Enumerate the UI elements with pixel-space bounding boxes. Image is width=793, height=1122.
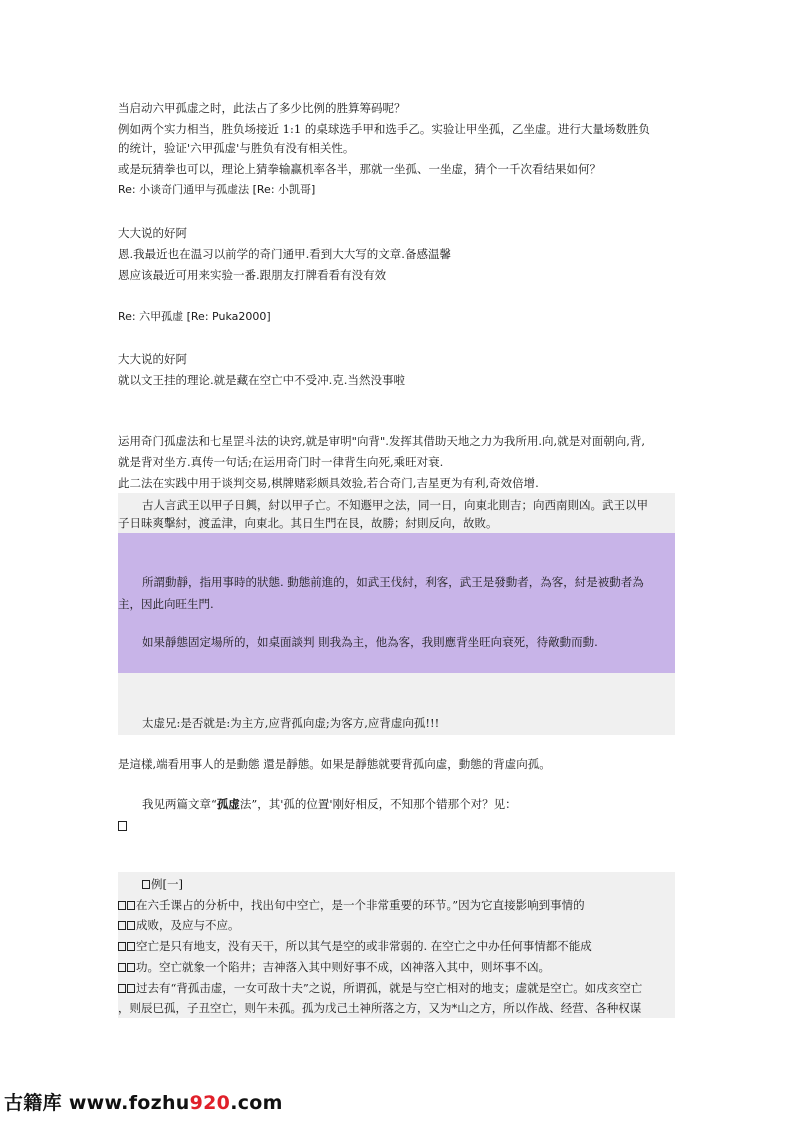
text-line: 就以文王挂的理论.就是藏在空亡中不受冲.克.当然没事啦: [118, 373, 405, 387]
text-segment: 法”，其'孤的位置'刚好相反，不知那个错那个对？见：: [239, 797, 517, 811]
reply-heading: Re: 小谈奇门通甲与孤虚法 [Re: 小凯哥]: [118, 183, 316, 196]
text-line: 恩.我最近也在温习以前学的奇门通甲.看到大大写的文章.备感温馨: [118, 247, 451, 261]
example-line: 空亡是只有地支，没有天干，所以其气是空的或非常弱的. 在空亡之中办任何事情都不能成: [118, 938, 592, 954]
site-watermark: [4, 1088, 283, 1115]
text-line: 大大说的好阿: [118, 352, 187, 366]
site-url: www.fozhu920.com: [68, 1092, 283, 1114]
quote-line: 如果靜態固定場所的，如桌面談判 則我為主，他為客，我則應背坐旺向衰死，待敵動而動.: [142, 635, 598, 649]
bold-text: 孤虚: [216, 797, 240, 811]
text-line: [142, 796, 517, 812]
example-line: 例[一]: [142, 876, 183, 892]
text-line: 此二法在实践中用于谈判交易,棋牌赌彩颇具效验,若合奇门,吉星更为有利,奇效倍增.: [118, 476, 539, 490]
quote-line: 所謂動靜，指用事時的狀態. 動態前進的，如武王伐紂，利客，武王是發動者，為客，紂是被動者為: [142, 575, 644, 589]
quote-line: 古人言武王以甲子日興，紂以甲子亡。不知遯甲之法，同一日，向東北則吉；向西南則凶。武王以甲: [142, 498, 648, 512]
text-line: 当启动六甲孤虚之时，此法占了多少比例的胜算筹码呢？: [118, 101, 406, 115]
example-line: ，则辰巳孤，子丑空亡，则午未孤。孤为戊己土神所落之方，又为*山之方，所以作战、经营、各种权谋: [118, 1001, 642, 1015]
brand-name: 古籍库: [4, 1092, 62, 1114]
example-line: 在六壬课占的分析中，找出旬中空亡，是一个非常重要的环节。”因为它直接影响到事情的: [118, 897, 585, 913]
reply-heading: Re: 六甲孤虚 [Re: Puka2000]: [118, 310, 271, 323]
highlight-box: [118, 533, 675, 673]
example-line: 过去有“背孤击虚，一女可敌十夫”之说，所谓孤，就是与空亡相对的地支；虚就是空亡。如戌亥空亡: [118, 980, 642, 996]
text-line: 是這樣,端看用事人的是動態 還是靜態。如果是靜態就要背孤向虛，動態的背虛向孤。: [118, 757, 551, 771]
quote-line: 太虚兄:是否就是:为主方,应背孤向虚;为客方,应背虚向孤!!!: [142, 716, 440, 730]
example-box: [118, 872, 675, 1018]
text-segment: 我见两篇文章“: [142, 797, 217, 811]
quote-line: 子日昧爽擊紂，渡孟津，向東北。其日生門在艮，故勝；紂則反向，故敗。: [118, 516, 498, 530]
quote-line: 主，因此向旺生門.: [118, 597, 214, 611]
quote-box: [118, 673, 675, 735]
text-line: 运用奇门孤虚法和七星罡斗法的诀窍,就是审明"向背".发挥其借助天地之力为我所用.向,就是对面朝向,背,: [118, 434, 646, 448]
quote-box: [118, 493, 675, 533]
text-line: 大大说的好阿: [118, 226, 187, 240]
text-line: 例如两个实力相当，胜负场接近 1:1 的桌球选手甲和选手乙。实验让甲坐孤，乙坐虚。进行大量场数胜负: [118, 122, 650, 136]
text-line: 就是背对坐方.真传一句话;在运用奇门时一律背生向死,乘旺对衰.: [118, 455, 444, 469]
example-line: 成败，及应与不应。: [118, 917, 240, 933]
placeholder-glyph: [118, 818, 128, 834]
text-line: 或是玩猜拳也可以，理论上猜拳输赢机率各半，那就一坐孤、一坐虚，猜个一千次看结果如何？: [118, 162, 601, 176]
text-line: 的统计，验证'六甲孤虚'与胜负有没有相关性。: [118, 141, 355, 155]
text-line: 恩应该最近可用来实验一番.跟朋友打牌看看有没有效: [118, 268, 387, 282]
example-line: 功。空亡就象一个陷井；吉神落入其中则好事不成，凶神落入其中，则坏事不凶。: [118, 959, 550, 975]
